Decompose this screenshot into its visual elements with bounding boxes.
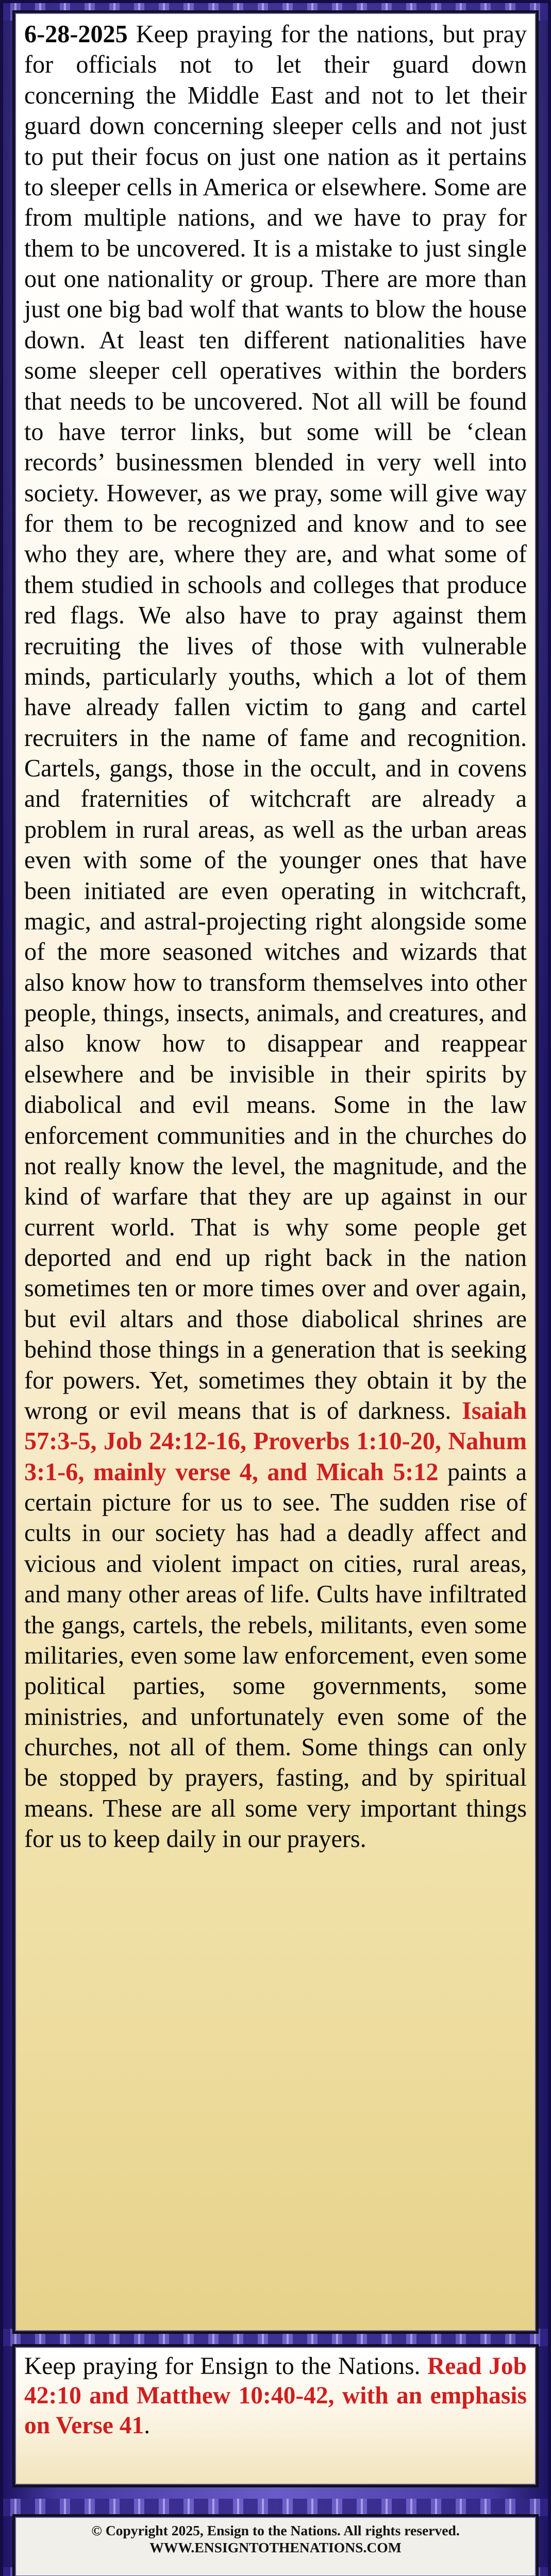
footer-panel — [12, 2514, 539, 2576]
website-address: WWW.ENSIGNTOTHENATIONS.COM — [149, 2539, 402, 2556]
closing-message — [24, 2352, 527, 2441]
decorative-stripe-lower — [3, 2499, 548, 2516]
main-message-panel — [12, 10, 539, 2334]
message-body-part-1: Keep praying for the nations, but pray for officials not to let their guard down concerning the Middle East and not to let their guard down concerning sleeper cells and not just to put their focus on just one nation as it pertains to sleeper cells in America or elsewhere. Some are from multiple nations, and we have to pray for them to be uncovered. It is a mistake to just single out one nationality or group. There are more than just one big bad wolf that wants to blow the house down. At least ten different nationalities have some sleeper cell operatives within the borders that needs to be uncovered. Not all will be found to have terror links, but some will be ‘clean records’ businessmen blended in very well into society. However, as we pray, some will give way for them to be recognized and know and to see who they are, where they are, and what some of them studied in schools and colleges that produce red flags. We also have to pray against them recruiting the lives of those with vulnerable minds, particularly youths, which a lot of them have already fallen victim to gang and cartel recruiters in the name of fame and recognition. Cartels, gangs, those in the occult, and in covens and fraternities of witchcraft are already a problem in rural areas, as well as the urban areas even with some of the younger ones that have been initiated are even operating in witchcraft, magic, and astral-projecting right alongside some of the more seasoned witches and wizards that also know how to transform themselves into other people, things, insects, animals, and creatures, and also know how to disappear and reappear elsewhere and be invisible in their spirits by diabolical and evil means. Some in the law enforcement communities and in the churches do not really know the level, the magnitude, and the kind of warfare that they are up against in our current world. That is why some people get deported and end up right back in the nation sometimes ten or more times over and over again, but evil altars and those diabolical shrines are behind those things in a generation that is seeking for powers. Yet, sometimes they obtain it by the wrong or evil means that is of darkness. — [24, 21, 527, 1425]
reading-reference: Read Job 42:10 and Matthew 10:40-42, with an emphasis on Verse 41 — [24, 2353, 527, 2439]
message-date: 6-28-2025 — [24, 21, 128, 48]
main-message — [24, 19, 527, 1855]
message-body-part-2: paints a certain picture for us to see. The sudden rise of cults in our society has had a deadly affect and vicious and violent impact on cities, rural areas, and many other areas of life. Cults have infiltrated the gangs, cartels, the rebels, militants, even some militaries, even some law enforcement, even some political parties, some governments, some ministries, and unfortunately even some of the churches, not all of them. Some things can only be stopped by prayers, fasting, and by spiritual means. These are all some very important things for us to keep daily in our prayers. — [24, 1458, 527, 1853]
closing-line: Keep praying for Ensign to the Nations. — [24, 2353, 421, 2380]
closing-panel — [12, 2344, 539, 2487]
scripture-references: Isaiah 57:3-5, Job 24:12-16, Proverbs 1:10-20, Nahum 3:1-6, mainly verse 4, and Micah 5:12 — [24, 1397, 527, 1486]
closing-period: . — [144, 2412, 151, 2439]
copyright-notice: © Copyright 2025, Ensign to the Nations. All rights reserved. — [91, 2522, 460, 2538]
